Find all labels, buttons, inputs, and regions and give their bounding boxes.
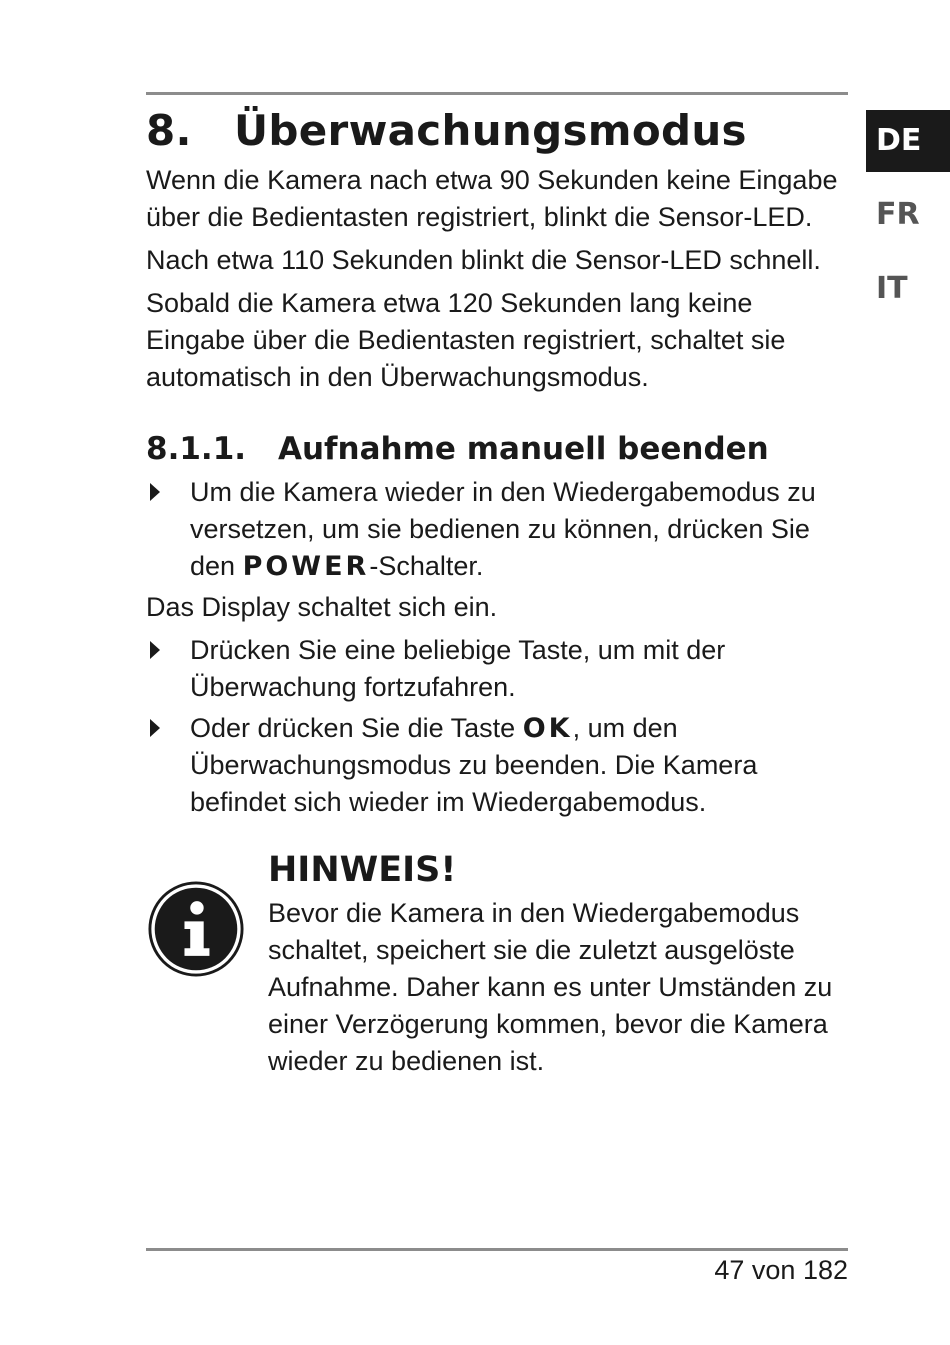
- section-number: 8.1.1.: [146, 431, 247, 467]
- section-title: Aufnahme manuell beenden: [278, 431, 769, 467]
- chapter-heading: [146, 100, 848, 162]
- bullet-arrow-icon: [150, 483, 160, 501]
- language-tabs: [866, 110, 950, 332]
- lang-tab-fr[interactable]: FR: [876, 197, 920, 232]
- step-text: Um die Kamera wieder in den Wiedergabemodus zu versetzen, um sie bedienen zu können, drücken Sie den: [190, 477, 816, 581]
- chapter-title: Überwachungsmodus: [234, 106, 747, 155]
- intro-paragraph: Nach etwa 110 Sekunden blinkt die Sensor-LED schnell.: [146, 245, 821, 275]
- instruction-step: [146, 710, 848, 821]
- power-key-label: POWER: [242, 551, 370, 582]
- instruction-step: [146, 474, 848, 585]
- bullet-arrow-icon: [150, 719, 160, 737]
- top-rule: [146, 92, 848, 95]
- intro-paragraph: Wenn die Kamera nach etwa 90 Sekunden keine Eingabe über die Bedientasten registriert, blinkt die Sensor-LED.: [146, 165, 838, 232]
- page-number: 47 von 182: [714, 1255, 848, 1285]
- step-text: , um den Überwachungsmodus zu beenden. Die Kamera befindet sich wieder im Wiedergabemodus.: [190, 713, 758, 817]
- step-result: Das Display schaltet sich ein.: [146, 592, 498, 622]
- section-heading: [146, 428, 848, 470]
- intro-paragraph: Sobald die Kamera etwa 120 Sekunden lang keine Eingabe über die Bedientasten registriert, schaltet sie automatisch in den Überwachungsmodus.: [146, 288, 786, 392]
- lang-tab-it[interactable]: IT: [876, 271, 908, 306]
- note-box: [146, 847, 848, 1080]
- info-icon: [148, 881, 244, 977]
- ok-key-label: OK: [522, 713, 573, 744]
- instruction-step: [146, 632, 848, 706]
- step-text: Drücken Sie eine beliebige Taste, um mit der Überwachung fortzufahren.: [190, 635, 726, 702]
- lang-tab-de[interactable]: DE: [866, 110, 950, 172]
- bullet-arrow-icon: [150, 641, 160, 659]
- step-text: -Schalter.: [369, 551, 484, 581]
- chapter-number: 8.: [146, 106, 192, 155]
- step-text: Oder drücken Sie die Taste: [190, 713, 523, 743]
- note-text: Bevor die Kamera in den Wiedergabemodus schaltet, speichert sie die zuletzt ausgelöste Aufnahme. Daher kann es unter Umständen zu einer Verzögerung kommen, bevor die Kamera wieder zu bedienen ist.: [268, 898, 833, 1076]
- note-title: HINWEIS!: [268, 850, 457, 890]
- bottom-rule: [146, 1248, 848, 1251]
- page-content: [146, 100, 848, 1080]
